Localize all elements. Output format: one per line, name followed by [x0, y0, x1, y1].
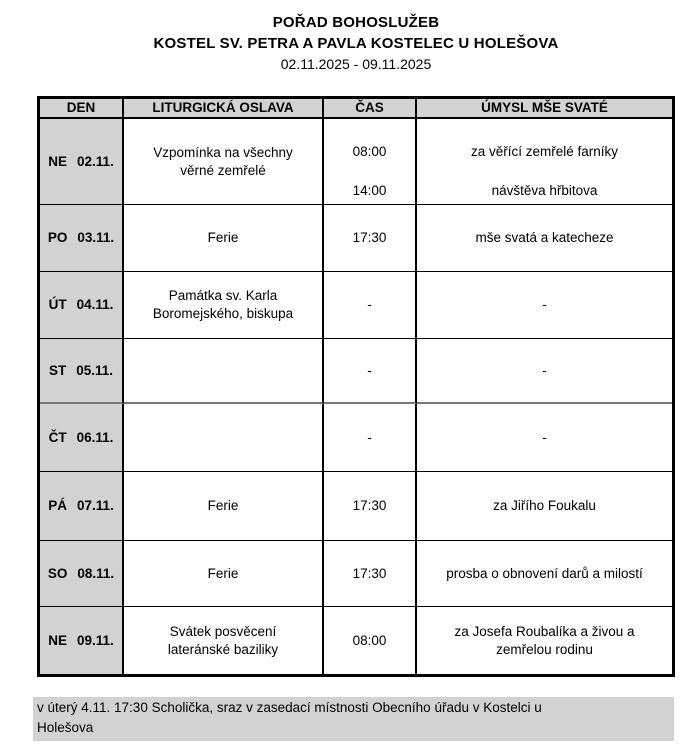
intention-cell — [417, 339, 672, 404]
celebration-text: Ferie — [207, 230, 239, 245]
celebration-cell — [124, 404, 324, 472]
celebration-text: Ferie — [207, 498, 239, 513]
time-value: 14:00 — [352, 183, 387, 198]
table-header-row — [40, 99, 672, 119]
time-cell: - — [324, 272, 417, 339]
day-cell — [40, 404, 124, 472]
intention-value: za Jiřího Foukalu — [493, 498, 596, 513]
celebration-cell — [124, 339, 324, 404]
intention-value: za věřící zemřelé farníky — [470, 144, 619, 159]
celebration-cell — [124, 205, 324, 272]
day-date: 02.11. — [76, 153, 114, 169]
announcement-line: v úterý 4.11. 17:30 Scholička, sraz v zasedací místnosti Obecního úřadu v Kostelci u — [37, 700, 542, 715]
header-cell-cas: ČAS — [324, 99, 417, 119]
announcement-note — [33, 697, 674, 741]
day-cell — [40, 272, 124, 339]
date-range: 02.11.2025 - 09.11.2025 — [280, 56, 432, 72]
celebration-text: Svátek posvěcení lateránské baziliky — [167, 623, 279, 657]
time-cell: - — [324, 339, 417, 404]
intention-cell — [417, 607, 672, 674]
time-cell: - — [324, 404, 417, 472]
day-cell — [40, 339, 124, 404]
intention-cell — [417, 472, 672, 541]
table-row — [40, 541, 672, 607]
celebration-cell — [124, 541, 324, 607]
time-cell: 17:30 — [324, 205, 417, 272]
table-row — [40, 404, 672, 472]
table-row — [40, 272, 672, 339]
announcement-line: Holešova — [37, 720, 94, 735]
day-date: 07.11. — [76, 498, 114, 513]
intention-value: - — [542, 362, 547, 378]
intention-cell — [417, 404, 672, 472]
day-date: 05.11. — [76, 362, 114, 378]
celebration-text: Ferie — [207, 565, 239, 581]
day-abbr: ČT — [48, 429, 67, 445]
header-cell-umysl: ÚMYSL MŠE SVATÉ — [417, 99, 672, 119]
header-cell-den: DEN — [40, 99, 124, 119]
day-abbr: NE — [48, 632, 67, 648]
intention-cell — [417, 205, 672, 272]
celebration-cell — [124, 472, 324, 541]
time-value: 08:00 — [352, 144, 387, 159]
day-cell — [40, 607, 124, 674]
day-date: 08.11. — [77, 565, 115, 581]
day-date: 09.11. — [76, 632, 114, 648]
table-row — [40, 339, 672, 404]
celebration-text: Památka sv. Karla Boromejského, biskupa — [152, 288, 294, 321]
schedule-table — [37, 96, 675, 677]
time-cell: 08:00 — [324, 607, 417, 674]
page-subtitle: KOSTEL SV. PETRA A PAVLA KOSTELEC U HOLEŠOVA — [153, 35, 559, 52]
intention-value: návštěva hřbitova — [491, 183, 598, 198]
day-cell — [40, 541, 124, 607]
time-cell: 17:30 — [324, 541, 417, 607]
intention-cell — [417, 119, 672, 205]
page-title: POŘAD BOHOSLUŽEB — [272, 14, 440, 31]
day-cell — [40, 119, 124, 205]
title-block — [37, 12, 675, 75]
day-date: 04.11. — [76, 297, 114, 312]
header-cell-liturgicka-oslava: LITURGICKÁ OSLAVA — [124, 99, 324, 119]
intention-cell — [417, 272, 672, 339]
intention-value: za Josefa Roubalíka a živou a zemřelou rodinu — [454, 623, 635, 657]
day-abbr: SO — [47, 565, 68, 581]
intention-value: - — [542, 429, 547, 445]
day-abbr: ST — [48, 362, 67, 378]
day-date: 03.11. — [77, 230, 115, 245]
time-cell — [324, 119, 417, 205]
intention-cell — [417, 541, 672, 607]
day-date: 06.11. — [76, 429, 114, 445]
intention-value: mše svatá a katecheze — [475, 230, 614, 245]
day-abbr: PÁ — [48, 498, 67, 513]
celebration-cell — [124, 119, 324, 205]
day-cell — [40, 205, 124, 272]
celebration-text: Vzpomínka na všechny věrné zemřelé — [153, 144, 293, 178]
intention-value: - — [542, 297, 547, 312]
celebration-cell — [124, 607, 324, 674]
table-row — [40, 119, 672, 205]
day-abbr: ÚT — [48, 297, 67, 312]
day-cell — [40, 472, 124, 541]
celebration-cell — [124, 272, 324, 339]
day-abbr: NE — [48, 153, 67, 169]
table-row — [40, 205, 672, 272]
time-cell: 17:30 — [324, 472, 417, 541]
intention-value: prosba o obnovení darů a milostí — [446, 565, 643, 581]
day-abbr: PO — [47, 230, 68, 245]
table-row — [40, 472, 672, 541]
table-row — [40, 607, 672, 674]
